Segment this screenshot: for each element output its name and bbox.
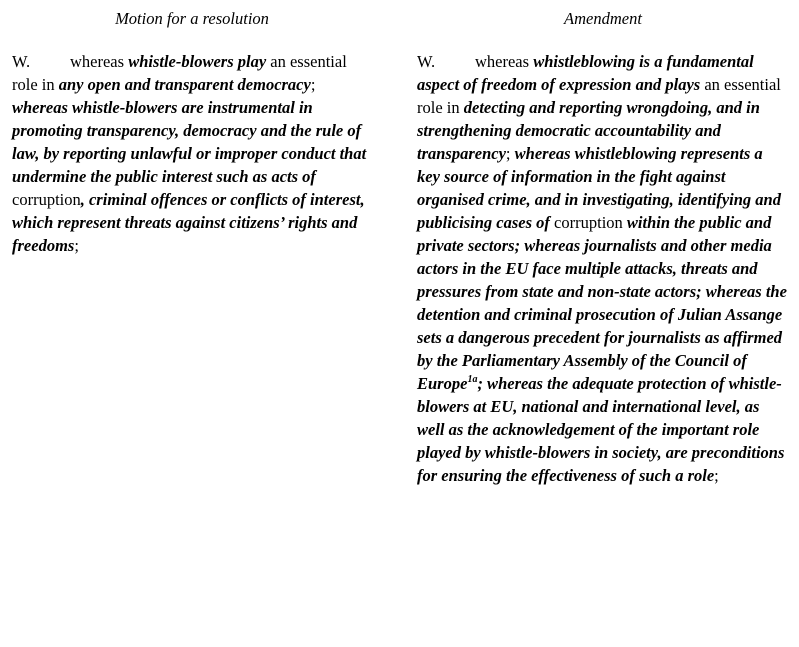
emphasized-text: whistleblowing is a fundamental aspect of freedom of expression and plays	[417, 52, 754, 94]
amendment-header: Amendment	[564, 9, 642, 28]
motion-text-segments	[12, 52, 366, 255]
plain-text: an essential role in	[417, 75, 781, 117]
plain-text: ;	[74, 236, 79, 255]
emphasized-text: , criminal offences or conflicts of interest, which represent threats against citizens’ rights and freedoms	[12, 190, 365, 255]
emphasized-text: whereas whistle-blowers are instrumental in promoting transparency, democracy and the rule of law, by reporting unlawful or improper conduct that undermine the public interest such as acts of	[12, 98, 367, 186]
plain-text: an essential role in	[12, 52, 347, 94]
amendment-column	[417, 8, 789, 487]
motion-header: Motion for a resolution	[115, 9, 269, 28]
motion-column	[12, 8, 372, 257]
footnote-marker: 1a	[467, 373, 478, 385]
amendment-recital-text	[417, 50, 789, 487]
emphasized-text: ; whereas the adequate protection of whistle-blowers at EU, national and international level, as well as the acknowledgement of the important role played by whistle-blowers in society, are preconditions for ensuring the effectiveness of such a role	[417, 374, 785, 485]
emphasized-text: any open and transparent democracy	[58, 75, 311, 94]
emphasized-text: whistle-blowers play	[128, 52, 267, 71]
plain-text: whereas	[70, 52, 129, 71]
plain-text: ;	[505, 144, 515, 163]
plain-text: corruption	[549, 213, 627, 232]
plain-text: ;	[714, 466, 719, 485]
plain-text: corruption	[12, 190, 81, 209]
plain-text: whereas	[475, 52, 534, 71]
recital-label: W.	[417, 52, 436, 71]
recital-label: W.	[12, 52, 31, 71]
plain-text: ;	[310, 75, 316, 94]
emphasized-text: detecting and reporting wrongdoing, and in strengthening democratic accountability and transparency	[417, 98, 760, 163]
amendment-text-segments	[417, 52, 787, 485]
emphasized-text: whereas whistleblowing represents a key source of information in the fight against organised crime, and in investigating, identifying and publicising cases of	[417, 144, 781, 232]
emphasized-text: within the public and private sectors; whereas journalists and other media actors in the EU face multiple attacks, threats and pressures from state and non-state actors; whereas the detention and criminal prosecution of Julian Assange sets a dangerous precedent for journalists as affirmed by the Parliamentary Assembly of the Council of Europe	[417, 213, 787, 393]
motion-recital-text	[12, 50, 372, 257]
